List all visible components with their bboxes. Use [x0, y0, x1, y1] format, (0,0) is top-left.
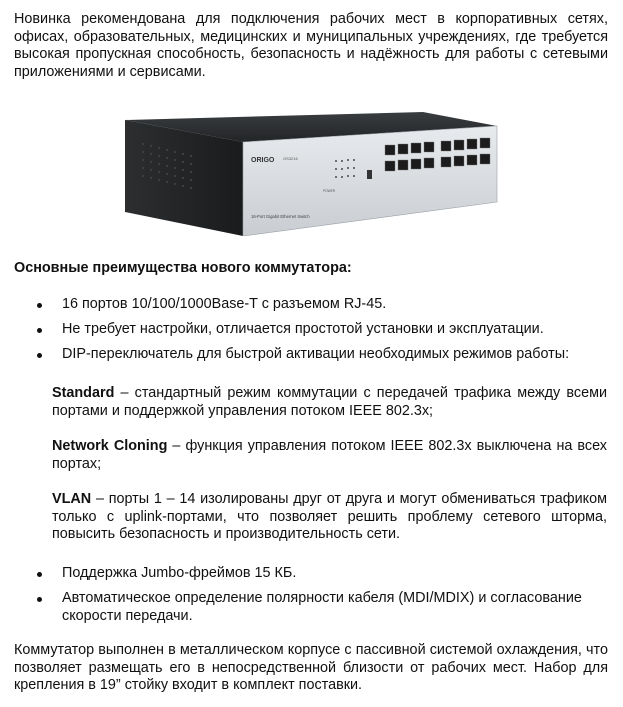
list-item: 16 портов 10/100/1000Base-T с разъемом RJ-45.	[0, 296, 623, 321]
advantages-list-bottom	[0, 565, 623, 625]
outro-paragraph: Коммутатор выполнен в металлическом корпусе с пассивной системой охлаждения, что позволяет размещать его в непосредственной близости от рабочих мест. Набор для крепления в 19” стойку входит в комплект поставки.	[14, 642, 608, 693]
mode-description: – функция управления потоком IEEE 802.3x выключена на всех портах;	[52, 438, 607, 472]
brand-logo-text: ORIGO	[251, 157, 275, 164]
list-item: Автоматическое определение полярности кабеля (MDI/MDIX) и согласование скорости передачи.	[0, 590, 623, 625]
bullet-icon	[37, 597, 42, 602]
bullet-icon	[37, 303, 42, 308]
mode-standard	[52, 385, 607, 420]
model-text: OS3216	[283, 156, 298, 161]
mode-name: Network Cloning	[52, 438, 168, 454]
mode-name: VLAN	[52, 491, 92, 507]
mode-name: Standard	[52, 385, 115, 401]
bullet-icon	[37, 572, 42, 577]
list-item: Не требует настройки, отличается простотой установки и эксплуатации.	[0, 321, 623, 346]
advantages-heading: Основные преимущества нового коммутатора:	[14, 260, 352, 276]
mode-description: – стандартный режим коммутации с передачей трафика между всеми портами и поддержкой управления потоком IEEE 802.3x;	[52, 385, 607, 419]
advantages-list-top	[0, 296, 623, 371]
list-item: Поддержка Jumbo-фреймов 15 КБ.	[0, 565, 623, 590]
switch-product-image	[123, 112, 499, 236]
switch-caption-text: 16-Port Gigabit Ethernet Switch	[251, 214, 310, 219]
mode-vlan	[52, 491, 607, 544]
mode-network-cloning	[52, 438, 607, 473]
power-label-text: POWER	[323, 189, 336, 193]
list-item: DIP-переключатель для быстрой активации необходимых режимов работы:	[0, 346, 623, 371]
switch-illustration	[123, 112, 499, 236]
intro-paragraph: Новинка рекомендована для подключения рабочих мест в корпоративных сетях, офисах, образовательных, медицинских и муниципальных учреждениях, где требуется высокая пропускная способность, безопасность и надёжность для работы с сетевыми приложениями и сервисами.	[14, 11, 608, 80]
mode-description: – порты 1 – 14 изолированы друг от друга и могут обмениваться трафиком только с uplink-портами, что позволяет решить проблему сетевого шторма, повысить безопасность и производительность сети.	[52, 491, 607, 542]
bullet-icon	[37, 328, 42, 333]
bullet-icon	[37, 353, 42, 358]
